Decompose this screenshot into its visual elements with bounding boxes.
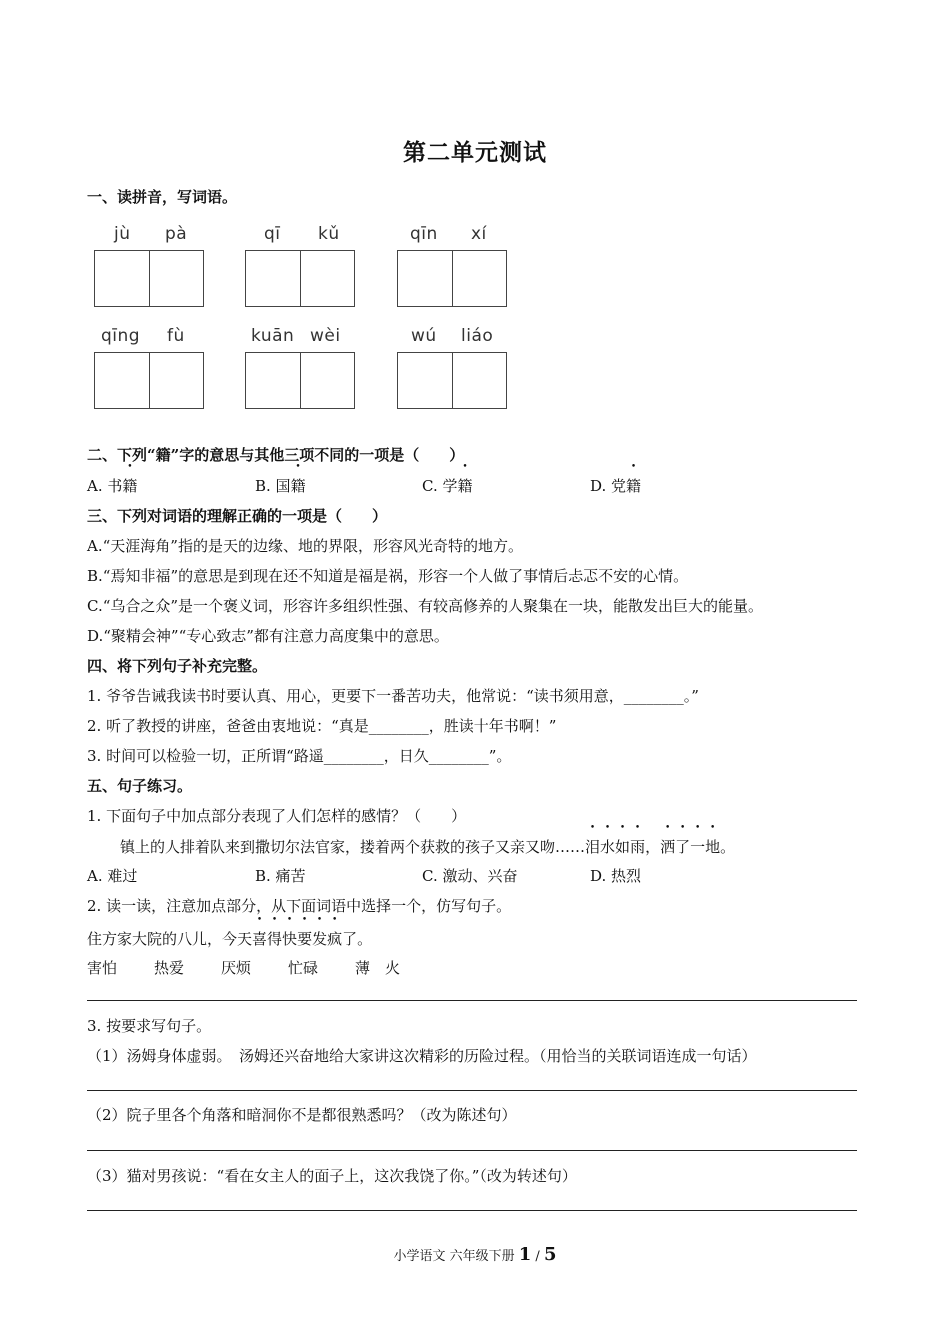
s5-q1-sentence-pre: 镇上的人排着队来到撒切尔法官家，搂着两个获救的孩子又亲又吻……: [120, 838, 586, 856]
option-c-text: C. 学: [422, 477, 458, 495]
emphasis-char: 发: [312, 930, 328, 948]
s5-q2-sentence: [87, 928, 372, 949]
s5-q1-option-b[interactable]: B. 痛苦: [255, 867, 306, 885]
answer-box-1[interactable]: [94, 250, 204, 307]
option-c-dotted: 籍: [457, 477, 473, 495]
emphasis-char: 地: [705, 838, 721, 856]
s5-q2-word-1: 害怕: [87, 959, 118, 977]
option-b-dotted: 籍: [290, 477, 306, 495]
s5-q2-word-5: 薄 火: [355, 959, 401, 977]
emphasis-char: 一: [690, 838, 706, 856]
footer-separator: /: [531, 1249, 544, 1264]
pinyin-1b: pà: [165, 224, 188, 244]
s5-q1-sentence: [120, 836, 735, 857]
s3-option-d[interactable]: D.“聚精会神”“专心致志”都有注意力高度集中的意思。: [87, 627, 449, 645]
s5-q2-sentence-end: 了。: [342, 930, 373, 948]
pinyin-4b: fù: [167, 326, 185, 346]
s4-line-1: 1. 爷爷告诫我读书时要认真、用心，更要下一番苦功夫，他常说：“读书须用意，________。”: [87, 687, 699, 705]
s5-q2-sentence-pre: 住方家大院的八儿，今天: [87, 930, 253, 948]
emphasis-char: 喜: [252, 930, 268, 948]
pinyin-3a: qīn: [410, 224, 438, 244]
s5-q1-sentence-end: 。: [720, 838, 736, 856]
answer-box-4[interactable]: [94, 352, 204, 409]
section-1-heading: 一、读拼音，写词语。: [87, 188, 238, 206]
section-5-heading: 五、句子练习。: [87, 777, 193, 795]
pinyin-5a: kuān: [251, 326, 295, 346]
page-footer: [0, 1244, 950, 1265]
s5-q3-item-2: （2）院子里各个角落和暗洞你不是都很熟悉吗？（改为陈述句）: [87, 1106, 517, 1124]
answer-line-2[interactable]: [87, 1090, 857, 1091]
emphasis-char: 了: [675, 838, 691, 856]
answer-box-6[interactable]: [397, 352, 507, 409]
pinyin-1a: jù: [114, 224, 131, 244]
pinyin-6a: wú: [411, 326, 437, 346]
answer-line-1[interactable]: [87, 1000, 857, 1001]
s4-line-3: 3. 时间可以检验一切，正所谓“路遥________，日久________”。: [87, 747, 512, 765]
section-2-heading: 二、下列“籍”字的意思与其他三项不同的一项是（ ）: [87, 446, 465, 464]
option-a-text: A. 书: [87, 477, 123, 495]
s5-q1-sentence-mid: ，: [645, 838, 661, 856]
option-b[interactable]: [255, 475, 306, 496]
pinyin-3b: xí: [471, 224, 487, 244]
s5-q2-dotted: [252, 930, 342, 948]
footer-page-number: 1: [518, 1244, 532, 1265]
s5-q1-dotted-2: [660, 838, 720, 856]
option-d-text: D. 党: [590, 477, 627, 495]
s5-q2: 2. 读一读，注意加点部分，从下面词语中选择一个，仿写句子。: [87, 897, 512, 915]
pinyin-2a: qī: [264, 224, 281, 244]
footer-text: 小学语文 六年级下册: [393, 1249, 519, 1264]
s3-option-a[interactable]: A.“天涯海角”指的是天的边缘、地的界限，形容风光奇特的地方。: [87, 537, 523, 555]
answer-box-5[interactable]: [245, 352, 355, 409]
option-b-text: B. 国: [255, 477, 291, 495]
s5-q2-word-4: 忙碌: [288, 959, 319, 977]
s5-q1-option-d[interactable]: D. 热烈: [590, 867, 642, 885]
option-d-dotted: 籍: [626, 477, 642, 495]
answer-line-3[interactable]: [87, 1150, 857, 1151]
answer-box-3[interactable]: [397, 250, 507, 307]
emphasis-char: 雨: [630, 838, 646, 856]
emphasis-char: 洒: [660, 838, 676, 856]
footer-page-total: 5: [543, 1244, 557, 1265]
pinyin-5b: wèi: [310, 326, 341, 346]
emphasis-char: 快: [282, 930, 298, 948]
pinyin-2b: kǔ: [318, 224, 340, 244]
s5-q2-word-2: 热爱: [154, 959, 185, 977]
s5-q1: 1. 下面句子中加点部分表现了人们怎样的感情？（ ）: [87, 807, 467, 825]
s5-q3: 3. 按要求写句子。: [87, 1017, 212, 1035]
emphasis-char: 得: [267, 930, 283, 948]
s4-line-2: 2. 听了教授的讲座，爸爸由衷地说：“真是________，胜读十年书啊！”: [87, 717, 557, 735]
s5-q3-item-3: （3）猫对男孩说：“看在女主人的面子上，这次我饶了你。”（改为转述句）: [87, 1167, 577, 1185]
s5-q1-option-a[interactable]: A. 难过: [87, 867, 138, 885]
emphasis-char: 疯: [327, 930, 343, 948]
section-4-heading: 四、将下列句子补充完整。: [87, 657, 268, 675]
s3-option-b[interactable]: B.“焉知非福”的意思是到现在还不知道是福是祸，形容一个人做了事情后忐忑不安的心情。: [87, 567, 689, 585]
option-d[interactable]: [590, 475, 641, 496]
emphasis-char: 如: [615, 838, 631, 856]
s5-q1-option-c[interactable]: C. 激动、兴奋: [422, 867, 518, 885]
s5-q1-dotted-1: [585, 838, 645, 856]
answer-line-4[interactable]: [87, 1210, 857, 1211]
pinyin-6b: liáo: [461, 326, 494, 346]
s5-q3-item-1: （1）汤姆身体虚弱。 汤姆还兴奋地给大家讲这次精彩的历险过程。（用恰当的关联词语连成一句话）: [87, 1047, 757, 1065]
section-3-heading: 三、下列对词语的理解正确的一项是（ ）: [87, 507, 388, 525]
emphasis-char: 要: [297, 930, 313, 948]
s5-q2-word-3: 厌烦: [221, 959, 252, 977]
option-a[interactable]: [87, 475, 137, 496]
pinyin-4a: qīng: [101, 326, 141, 346]
option-a-dotted: 籍: [122, 477, 138, 495]
option-c[interactable]: [422, 475, 473, 496]
page-title: 第二单元测试: [403, 139, 547, 166]
emphasis-char: 泪: [585, 838, 601, 856]
emphasis-char: 水: [600, 838, 616, 856]
answer-box-2[interactable]: [245, 250, 355, 307]
s3-option-c[interactable]: C.“乌合之众”是一个褒义词，形容许多组织性强、有较高修养的人聚集在一块，能散发出巨大的能量。: [87, 597, 764, 615]
